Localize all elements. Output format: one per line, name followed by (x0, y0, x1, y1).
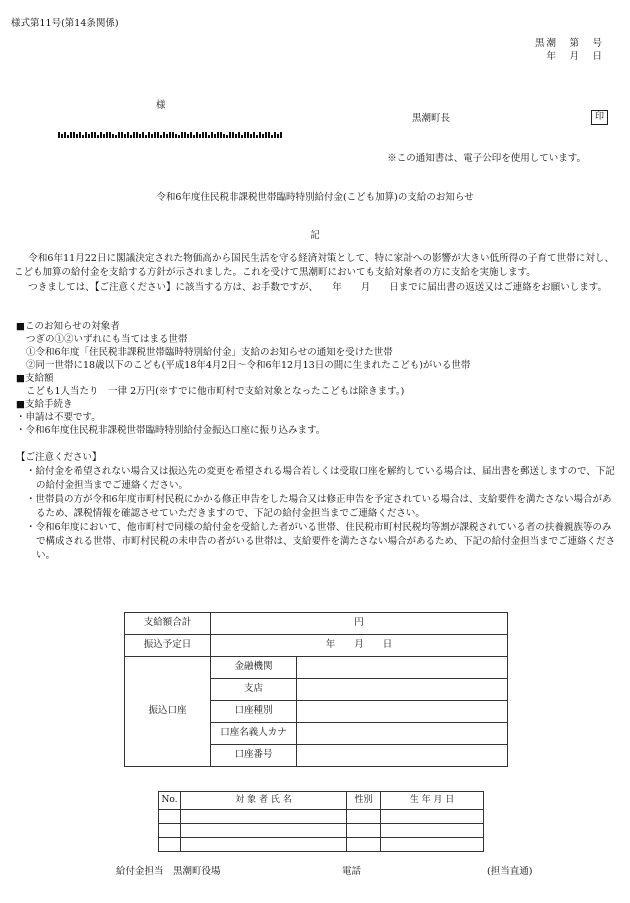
barcode-bar (166, 134, 168, 138)
barcode-bar (280, 132, 282, 138)
barcode-bar (142, 132, 144, 138)
barcode-bar (73, 132, 75, 138)
barcode-bar (103, 134, 105, 138)
barcode-bar (232, 132, 234, 138)
seal-mark: 印 (591, 110, 608, 125)
table-row (159, 824, 484, 838)
col-header-gender: 性別 (347, 792, 381, 810)
phone-label: 電話 (342, 866, 362, 877)
account-row-value (297, 745, 508, 767)
table-row (159, 810, 484, 824)
barcode-bar (124, 134, 126, 138)
account-row-value (297, 723, 508, 745)
ki-heading: 記 (310, 230, 320, 241)
document-date: 年 月 日 (546, 51, 604, 62)
barcode-bar (190, 132, 192, 138)
total-label: 支給額合計 (125, 613, 211, 635)
col-header-name: 対 象 者 氏 名 (181, 792, 347, 810)
barcode-bar (109, 132, 111, 138)
barcode-bar (76, 134, 78, 138)
caution-item: ・給付金を希望されない場合又は振込先の変更を希望される場合若しくは受取口座を解約している場合は、届出書を郵送しますので、下記の給付金担当までご連絡ください。 (26, 466, 615, 491)
barcode-bar (106, 132, 108, 138)
procedure-line-2: ・令和6年度住民税非課税世帯臨時特別給付金振込口座に振り込みます。 (16, 425, 326, 436)
payment-table (124, 612, 508, 767)
table-row (159, 838, 484, 852)
barcode-bar (79, 132, 81, 138)
request-paragraph: つきましては、【ご注意ください】に該当する方は、お手数ですが、 年 月 日までに届出書の返送又はご連絡をお願いします。 (28, 282, 607, 293)
barcode-bar (271, 135, 273, 138)
barcode-bar (181, 132, 183, 138)
direct-line: (担当直通) (487, 866, 533, 877)
barcode-bar (250, 134, 252, 138)
barcode-bar (253, 132, 255, 138)
barcode-bar (148, 132, 150, 138)
barcode-bar (235, 134, 237, 138)
col-header-no: No. (159, 792, 181, 810)
barcode-bar (85, 132, 87, 138)
account-row-label: 口座番号 (211, 745, 297, 767)
caution-list (26, 465, 616, 563)
amount-heading: ■支給額 (16, 373, 54, 384)
total-unit: 円 (354, 617, 364, 629)
barcode-bar (268, 132, 270, 138)
barcode-bar (67, 135, 69, 138)
barcode-bar (94, 132, 96, 138)
barcode-bar (145, 135, 147, 138)
account-label: 振込口座 (125, 657, 211, 767)
account-row-label: 口座種別 (211, 701, 297, 723)
caution-heading: 【ご注意ください】 (16, 452, 102, 463)
target-line-1: つぎの①②いずれにも当てはまる世帯 (26, 334, 188, 345)
transfer-date-label: 振込予定日 (125, 635, 211, 657)
barcode-bar (169, 132, 171, 138)
barcode-bar (82, 135, 84, 138)
total-value (211, 613, 508, 635)
account-row-label: 金融機関 (211, 657, 297, 679)
barcode-bar (184, 132, 186, 138)
barcode-bar (133, 132, 135, 138)
barcode-bar (130, 135, 132, 138)
account-row-label: 支店 (211, 679, 297, 701)
barcode-bar (193, 135, 195, 138)
barcode-bar (256, 135, 258, 138)
barcode-bar (211, 132, 213, 138)
account-row-value (297, 679, 508, 701)
barcode-bar (178, 135, 180, 138)
barcode-bar (214, 134, 216, 138)
barcode-bar (151, 134, 153, 138)
caution-item: ・令和6年度において、他市町村で同様の給付金を受給した者がいる世帯、住民税市町村民税均等割が課税されている者の扶養親族等のみで構成される世帯、市町村民税の未申告の者がいる世帯は、支給要件を満たさない場合があるため、下記の給付金担当までご連絡ください。 (26, 522, 616, 561)
barcode-bar (205, 132, 207, 138)
barcode-bar (100, 132, 102, 138)
form-number: 様式第11号(第14条関係) (11, 18, 119, 29)
barcode-bar (136, 132, 138, 138)
target-line-2: ①令和6年度「住民税非課税世帯臨時特別給付金」支給のお知らせの通知を受けた世帯 (26, 347, 393, 358)
barcode-bar (58, 132, 60, 138)
barcode-bar (244, 132, 246, 138)
barcode-bar (154, 132, 156, 138)
barcode-bar (88, 134, 90, 138)
customer-barcode (58, 132, 286, 138)
barcode-bar (70, 132, 72, 138)
barcode-bar (196, 132, 198, 138)
barcode-bar (262, 134, 264, 138)
barcode-bar (247, 132, 249, 138)
barcode-bar (241, 135, 243, 138)
person-table (158, 791, 484, 852)
barcode-bar (127, 132, 129, 138)
document-title: 令和6年度住民税非課税世帯臨時特別給付金(こども加算)の支給のお知らせ (156, 192, 474, 203)
account-row-value (297, 657, 508, 679)
barcode-bar (157, 132, 159, 138)
barcode-bar (64, 132, 66, 138)
transfer-date-value: 年 月 日 (211, 635, 508, 657)
account-row-label: 口座名義人カナ (211, 723, 297, 745)
issuer-name: 黒潮町長 (412, 113, 451, 124)
barcode-bar (115, 135, 117, 138)
barcode-bar (160, 135, 162, 138)
barcode-bar (226, 135, 228, 138)
barcode-bar (163, 132, 165, 138)
barcode-bar (265, 132, 267, 138)
barcode-bar (112, 134, 114, 138)
target-heading: ■このお知らせの対象者 (16, 321, 120, 332)
barcode-bar (139, 134, 141, 138)
barcode-bar (175, 134, 177, 138)
amount-line: こども1人当たり 一律 2万円(※すでに他市町村で支給対象となったこどもは除きます。) (26, 386, 405, 397)
barcode-bar (238, 132, 240, 138)
account-row-value (297, 701, 508, 723)
procedure-heading: ■支給手続き (16, 399, 73, 410)
document-number: 黒潮 第 号 (534, 38, 604, 49)
addressee-suffix: 様 (156, 100, 166, 111)
barcode-bar (220, 132, 222, 138)
barcode-bar (172, 132, 174, 138)
barcode-bar (61, 134, 63, 138)
barcode-bar (121, 132, 123, 138)
barcode-bar (97, 135, 99, 138)
barcode-bar (187, 134, 189, 138)
contact-office: 給付金担当 黒潮町役場 (116, 866, 221, 877)
col-header-birthdate: 生 年 月 日 (381, 792, 484, 810)
barcode-bar (217, 132, 219, 138)
barcode-bar (202, 132, 204, 138)
barcode-bar (259, 132, 261, 138)
barcode-bar (199, 134, 201, 138)
e-seal-notice: ※この通知書は、電子公印を使用しています。 (387, 153, 586, 164)
barcode-bar (208, 135, 210, 138)
caution-item: ・世帯員の方が令和6年度市町村民税にかかる修正申告をした場合又は修正申告を予定されている場合は、支給要件を満たさない場合があるため、課税情報を確認させていただきますので、下記の給付金担当までご連絡ください。 (26, 494, 612, 519)
intro-paragraph: 令和6年11月22日に閣議決定された物価高から国民生活を守る経済対策として、特に家計への影響が大きい低所得の子育て世帯に対し、こども加算の給付金を支給する方針が示されました。これを受けて黒潮町においても支給対象者の方に支給を実施します。 (14, 253, 614, 278)
procedure-line-1: ・申請は不要です。 (16, 412, 101, 423)
target-line-3: ②同一世帯に18歳以下のこども(平成18年4月2日～令和6年12月13日の間に生まれたこども)がいる世帯 (26, 360, 471, 371)
barcode-bar (274, 132, 276, 138)
barcode-bar (277, 134, 279, 138)
barcode-bar (223, 134, 225, 138)
barcode-bar (91, 132, 93, 138)
barcode-bar (118, 132, 120, 138)
barcode-bar (229, 132, 231, 138)
